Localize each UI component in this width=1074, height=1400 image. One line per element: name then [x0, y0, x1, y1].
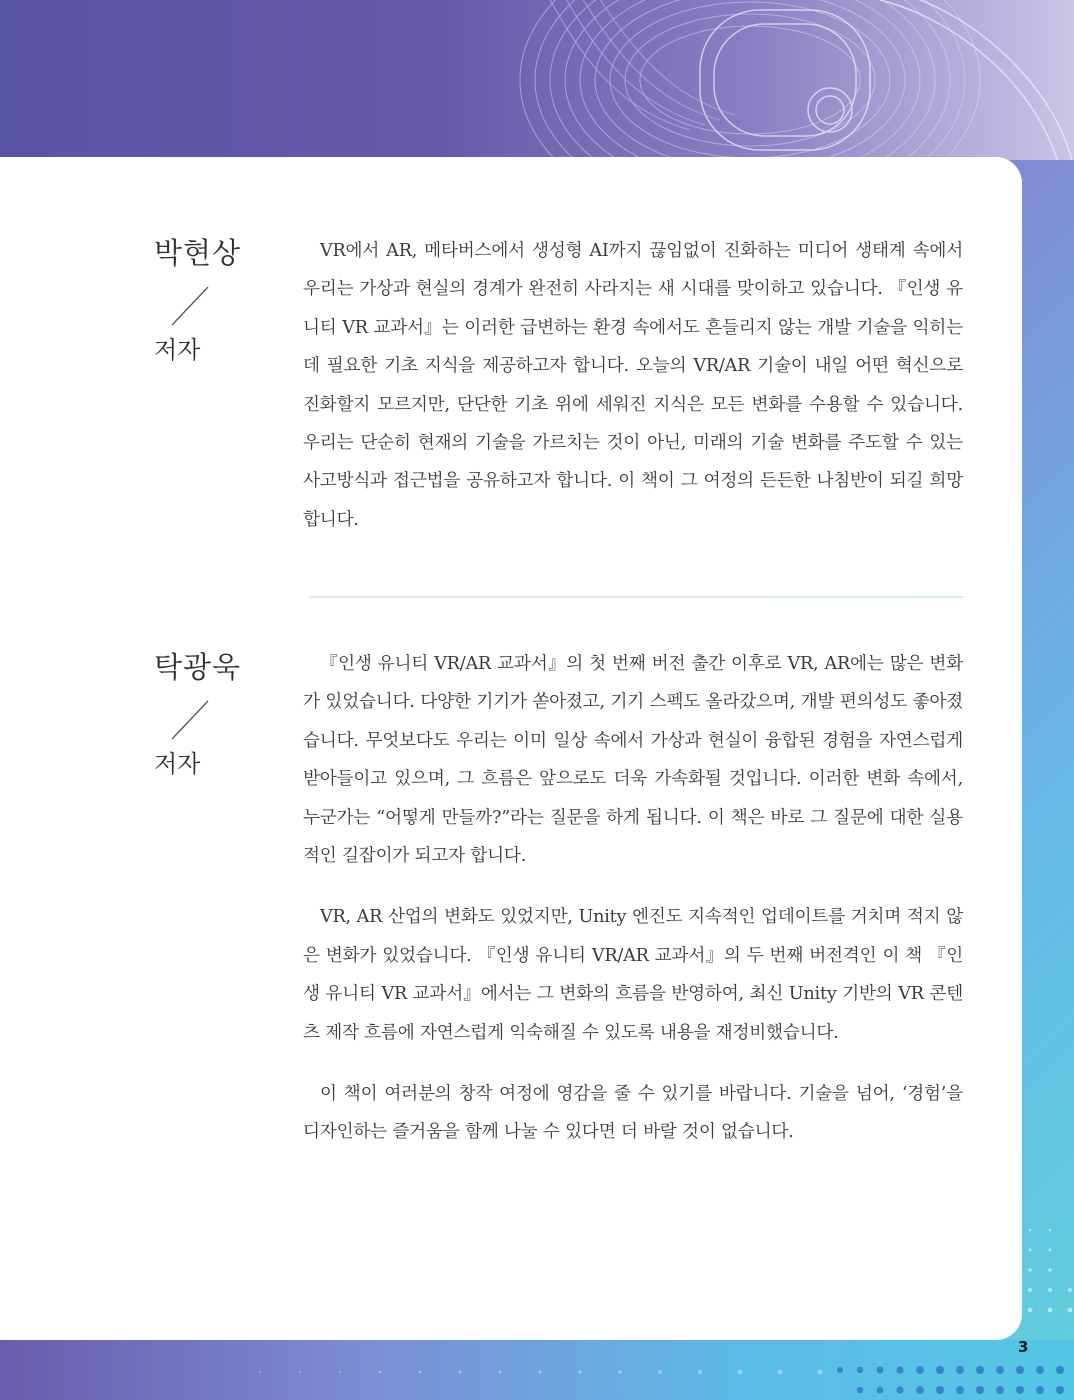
author-name: 박현상 — [154, 236, 242, 270]
author-role: 저자 — [154, 750, 201, 778]
slash-divider-icon — [170, 285, 210, 327]
author-role: 저자 — [154, 336, 201, 364]
vr-headset-illustration — [500, 0, 1074, 160]
author-name: 탁광욱 — [154, 650, 242, 684]
author-block — [154, 649, 264, 779]
author-block — [154, 235, 264, 365]
page-number: 3 — [1018, 1338, 1029, 1356]
header-decoration-band — [0, 0, 1074, 160]
paragraph: VR, AR 산업의 변화도 있었지만, Unity 엔진도 지속적인 업데이트를 거치며 적지 않은 변화가 있었습니다. 『인생 유니티 VR/AR 교과서』의 두 번째 버전격인 이 책 『인생 유니티 VR 교과서』에서는 그 변화의 흐름을 반영하여, 최신 Unity 기반의 VR 콘텐츠 제작 흐름에 자연스럽게 익숙해질 수 있도록 내용을 재정비했습니다. — [303, 907, 963, 1043]
footer-decoration-band — [0, 1340, 1074, 1400]
paragraph: 이 책이 여러분의 창작 여정에 영감을 줄 수 있기를 바랍니다. 기술을 넘어, ‘경험’을 디자인하는 즐거움을 함께 나눌 수 있다면 더 바랄 것이 없습니다. — [303, 1084, 963, 1143]
paragraph: 『인생 유니티 VR/AR 교과서』의 첫 번째 버전 출간 이후로 VR, AR에는 많은 변화가 있었습니다. 다양한 기기가 쏟아졌고, 기기 스펙도 올라갔으며, 개발 편의성도 좋아졌습니다. 무엇보다도 우리는 이미 일상 속에서 가상과 현실이 융합된 경험을 자연스럽게 받아들이고 있으며, 그 흐름은 앞으로도 더욱 가속화될 것입니다. 이러한 변화 속에서, 누군가는 “어떻게 만들까?”라는 질문을 하게 됩니다. 이 책은 바로 그 질문에 대한 실용적인 길잡이가 되고자 합니다. — [303, 654, 963, 867]
section-divider — [309, 596, 963, 598]
author-text — [303, 645, 963, 1175]
slash-divider-icon — [170, 699, 210, 741]
paragraph: VR에서 AR, 메타버스에서 생성형 AI까지 끊임없이 진화하는 미디어 생태계 속에서 우리는 가상과 현실의 경계가 완전히 사라지는 새 시대를 맞이하고 있습니다. 『인생 유니티 VR 교과서』는 이러한 급변하는 환경 속에서도 흔들리지 않는 개발 기술을 익히는 데 필요한 기초 지식을 제공하고자 합니다. 오늘의 VR/AR 기술이 내일 어떤 혁신으로 진화할지 모르지만, 단단한 기초 위에 세워진 지식은 모든 변화를 수용할 수 있습니다. 우리는 단순히 현재의 기술을 가르치는 것이 아닌, 미래의 기술 변화를 주도할 수 있는 사고방식과 접근법을 공유하고자 합니다. 이 책이 그 여정의 든든한 나침반이 되길 희망합니다. — [303, 241, 963, 530]
author-text — [303, 232, 963, 562]
